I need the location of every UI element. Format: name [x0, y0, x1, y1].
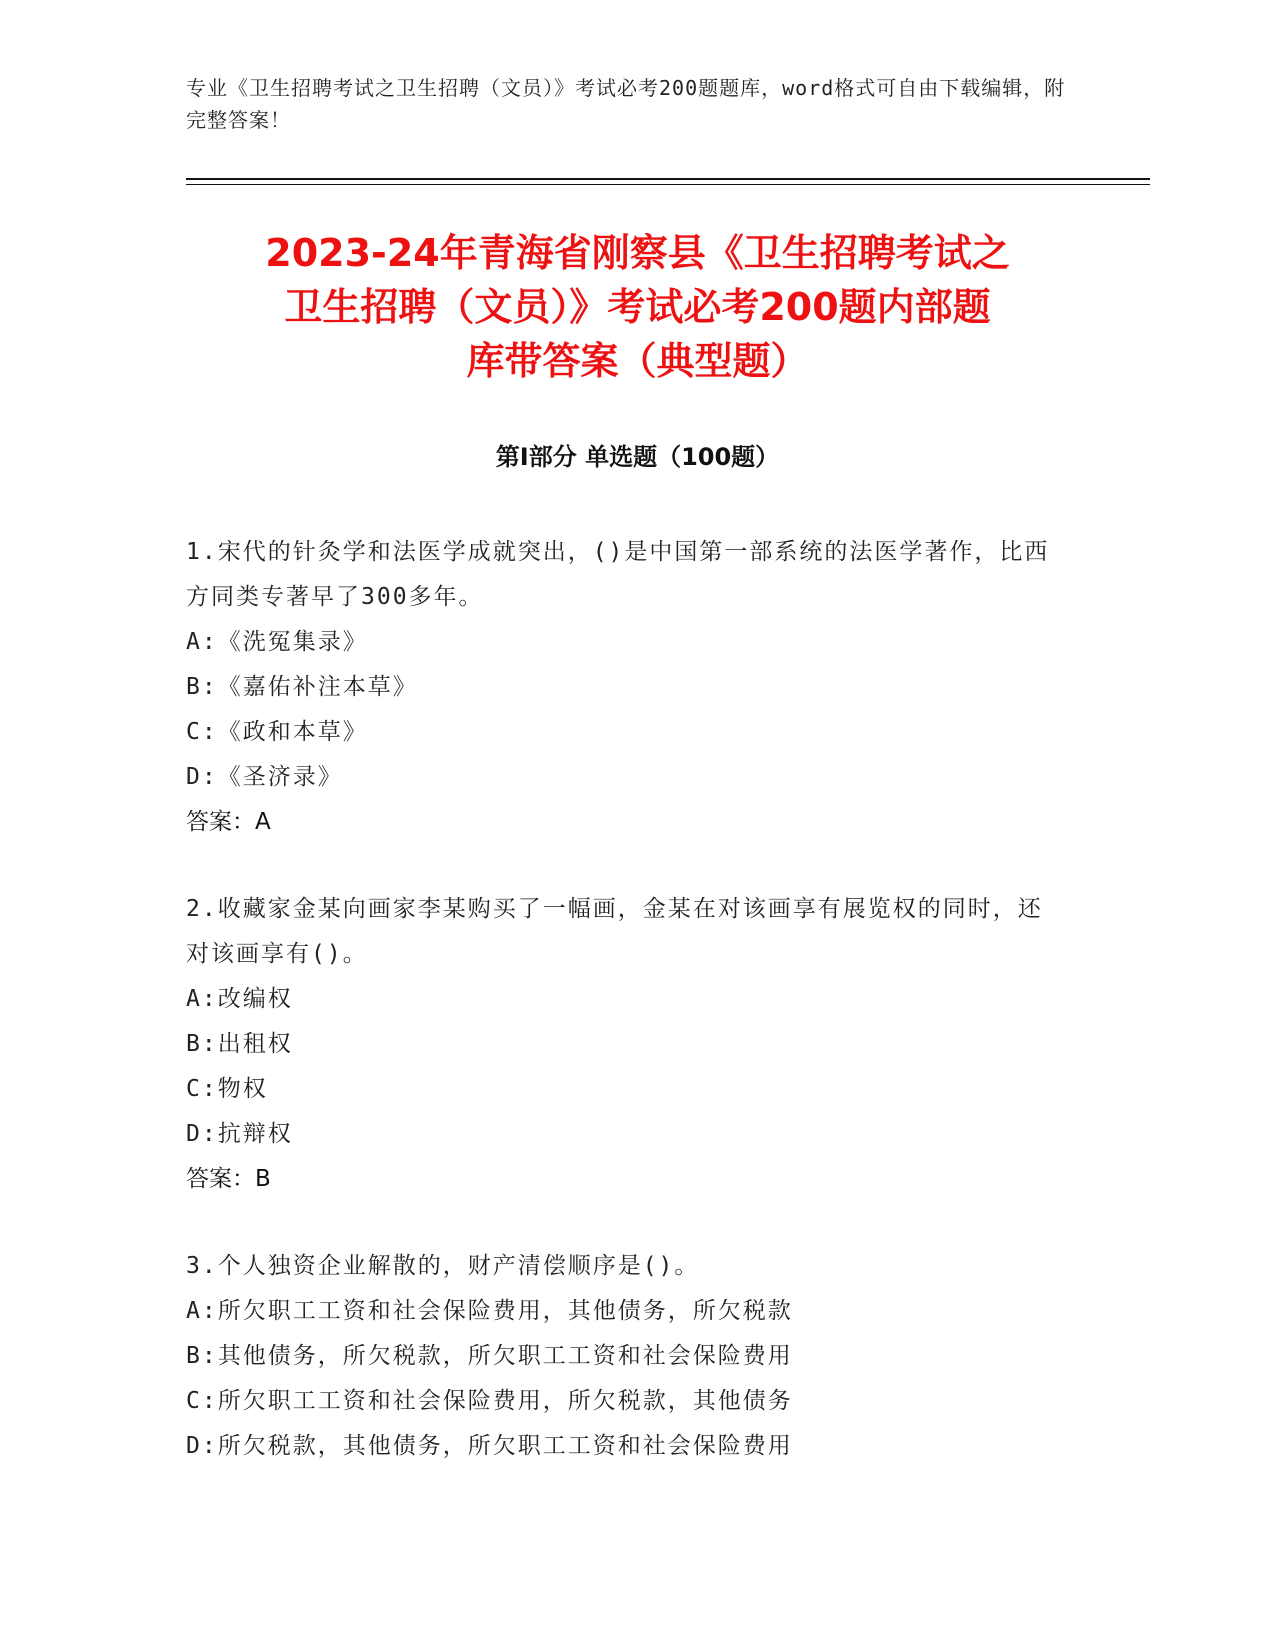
answer-line: 答案：B — [186, 1166, 271, 1192]
question-list — [186, 530, 1066, 1511]
header-note: 专业《卫生招聘考试之卫生招聘（文员）》考试必考200题题库，word格式可自由下载编辑，附完整答案！ — [186, 76, 1066, 132]
answer-line: 答案：A — [186, 809, 271, 835]
option-a: A:所欠职工工资和社会保险费用，其他债务，所欠税款 — [186, 1298, 793, 1324]
option-c: C:物权 — [186, 1076, 268, 1102]
option-a: A:《洗冤集录》 — [186, 629, 368, 655]
option-a: A:改编权 — [186, 986, 293, 1012]
header-divider-thick — [186, 178, 1150, 180]
question-stem: 3.个人独资企业解散的，财产清偿顺序是()。 — [186, 1253, 700, 1279]
option-d: D:所欠税款，其他债务，所欠职工工资和社会保险费用 — [186, 1433, 793, 1459]
title-line-1: 2023-24年青海省刚察县《卫生招聘考试之 — [265, 231, 1010, 275]
option-c: C:所欠职工工资和社会保险费用，所欠税款，其他债务 — [186, 1388, 793, 1414]
option-b: B:其他债务，所欠税款，所欠职工工资和社会保险费用 — [186, 1343, 793, 1369]
question-2 — [186, 887, 1066, 1202]
question-3 — [186, 1244, 1066, 1469]
header-divider-thin — [186, 184, 1150, 185]
title-line-3: 库带答案（典型题） — [466, 339, 809, 383]
question-1 — [186, 530, 1066, 845]
question-stem: 2.收藏家金某向画家李某购买了一幅画，金某在对该画享有展览权的同时，还对该画享有()。 — [186, 896, 1043, 967]
document-title — [160, 226, 1115, 388]
section-heading: 第Ⅰ部分 单选题（100题） — [495, 443, 780, 471]
option-b: B:出租权 — [186, 1031, 293, 1057]
title-line-2: 卫生招聘（文员）》考试必考200题内部题 — [284, 285, 991, 329]
option-d: D:抗辩权 — [186, 1121, 293, 1147]
option-b: B:《嘉佑补注本草》 — [186, 674, 418, 700]
option-c: C:《政和本草》 — [186, 719, 368, 745]
question-stem: 1.宋代的针灸学和法医学成就突出，()是中国第一部系统的法医学著作，比西方同类专著早了300多年。 — [186, 539, 1050, 610]
option-d: D:《圣济录》 — [186, 764, 343, 790]
